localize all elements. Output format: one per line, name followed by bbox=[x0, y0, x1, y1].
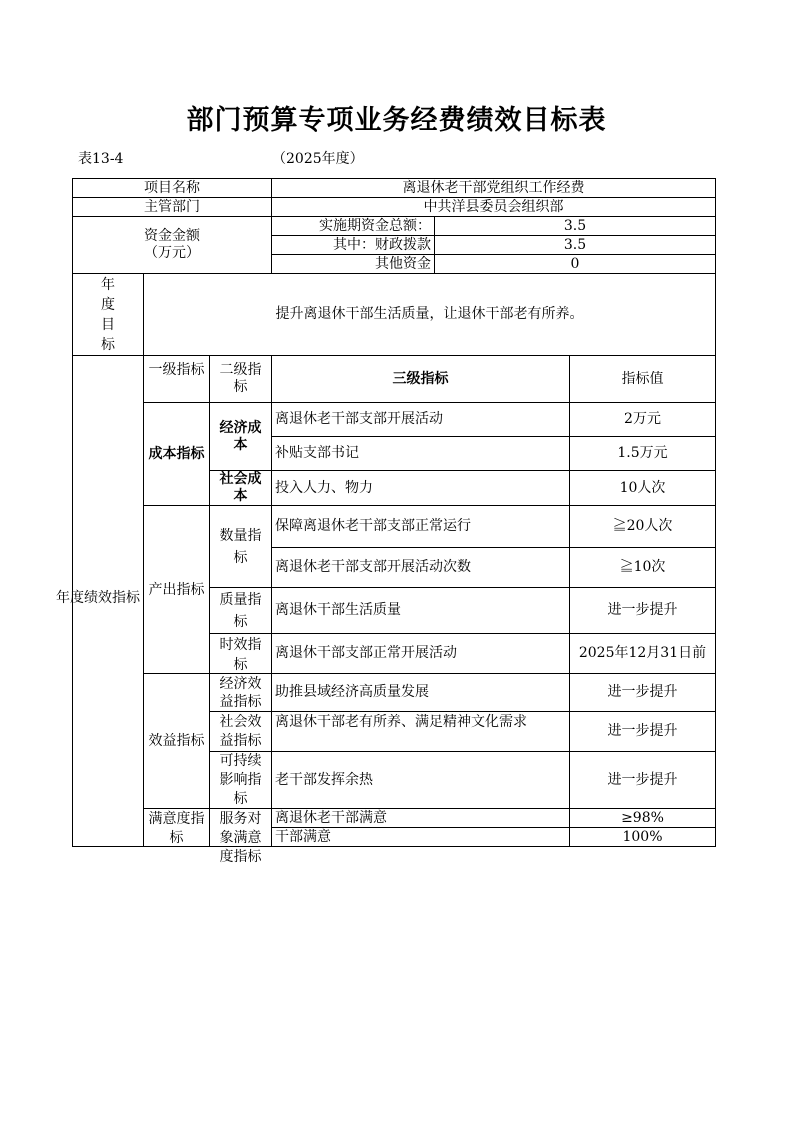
indicator-name: 离退休老干部支部开展活动次数 bbox=[272, 548, 570, 588]
project-name-label: 项目名称 bbox=[73, 179, 272, 198]
indicator-value: ≧20人次 bbox=[570, 506, 716, 548]
benefit-indicator: 效益指标 bbox=[144, 674, 210, 809]
indicator-name: 老干部发挥余热 bbox=[272, 752, 570, 809]
indicator-name: 离退休干部支部正常开展活动 bbox=[272, 634, 570, 674]
dept-label: 主管部门 bbox=[73, 198, 272, 217]
funds-fiscal-label: 其中：财政拨款 bbox=[272, 236, 435, 255]
service-satisfaction: 服务对象满意度指标 bbox=[210, 809, 272, 847]
performance-indicator-label: 年度绩效指标 bbox=[73, 356, 144, 847]
social-cost: 社会成本 bbox=[210, 471, 272, 506]
satisfaction-indicator: 满意度指标 bbox=[144, 809, 210, 847]
time-indicator: 时效指标 bbox=[210, 634, 272, 674]
indicator-name: 离退休老干部满意 bbox=[272, 809, 570, 828]
indicator-name: 助推县域经济高质量发展 bbox=[272, 674, 570, 712]
funds-total-value: 3.5 bbox=[435, 217, 716, 236]
project-name-value: 离退休老干部党组织工作经费 bbox=[272, 179, 716, 198]
funds-other-value: 0 bbox=[435, 255, 716, 274]
indicator-value: 进一步提升 bbox=[570, 752, 716, 809]
social-benefit: 社会效益指标 bbox=[210, 712, 272, 752]
table-number: 表13-4 bbox=[78, 151, 124, 167]
page-title: 部门预算专项业务经费绩效目标表 bbox=[186, 105, 607, 136]
indicator-name: 离退休干部老有所养、满足精神文化需求 bbox=[272, 712, 570, 752]
indicator-value: ≥98% bbox=[570, 809, 716, 828]
indicator-name: 补贴支部书记 bbox=[272, 437, 570, 471]
fiscal-year: （2025年度） bbox=[272, 151, 364, 167]
indicator-value: 进一步提升 bbox=[570, 712, 716, 752]
funds-other-label: 其他资金 bbox=[272, 255, 435, 274]
annual-goal-text: 提升离退休干部生活质量，让退休干部老有所养。 bbox=[144, 274, 716, 356]
economic-cost: 经济成本 bbox=[210, 403, 272, 471]
indicator-value: 进一步提升 bbox=[570, 588, 716, 634]
funds-total-label: 实施期资金总额： bbox=[272, 217, 435, 236]
indicator-value: ≧10次 bbox=[570, 548, 716, 588]
indicator-value: 进一步提升 bbox=[570, 674, 716, 712]
output-indicator: 产出指标 bbox=[144, 506, 210, 674]
indicator-name: 离退休老干部支部开展活动 bbox=[272, 403, 570, 437]
indicator-value: 10人次 bbox=[570, 471, 716, 506]
header-level3: 三级指标 bbox=[272, 356, 570, 403]
sustainable-impact: 可持续影响指标 bbox=[210, 752, 272, 809]
performance-table bbox=[56, 178, 716, 865]
annual-goal-label: 年度目标 bbox=[73, 274, 144, 356]
cost-indicator: 成本指标 bbox=[144, 403, 210, 506]
header-value: 指标值 bbox=[570, 356, 716, 403]
dept-value: 中共洋县委员会组织部 bbox=[272, 198, 716, 217]
indicator-value: 100% bbox=[570, 828, 716, 847]
economic-benefit: 经济效益指标 bbox=[210, 674, 272, 712]
indicator-name: 干部满意 bbox=[272, 828, 570, 847]
header-level2: 二级指标 bbox=[210, 356, 272, 403]
indicator-value: 1.5万元 bbox=[570, 437, 716, 471]
indicator-name: 保障离退休老干部支部正常运行 bbox=[272, 506, 570, 548]
indicator-value: 2万元 bbox=[570, 403, 716, 437]
indicator-name: 离退休干部生活质量 bbox=[272, 588, 570, 634]
quality-indicator: 质量指标 bbox=[210, 588, 272, 634]
funds-fiscal-value: 3.5 bbox=[435, 236, 716, 255]
funds-label: 资金金额 （万元） bbox=[73, 217, 272, 274]
header-level1: 一级指标 bbox=[144, 356, 210, 403]
indicator-name: 投入人力、物力 bbox=[272, 471, 570, 506]
indicator-value: 2025年12月31日前 bbox=[570, 634, 716, 674]
quantity-indicator: 数量指标 bbox=[210, 506, 272, 588]
